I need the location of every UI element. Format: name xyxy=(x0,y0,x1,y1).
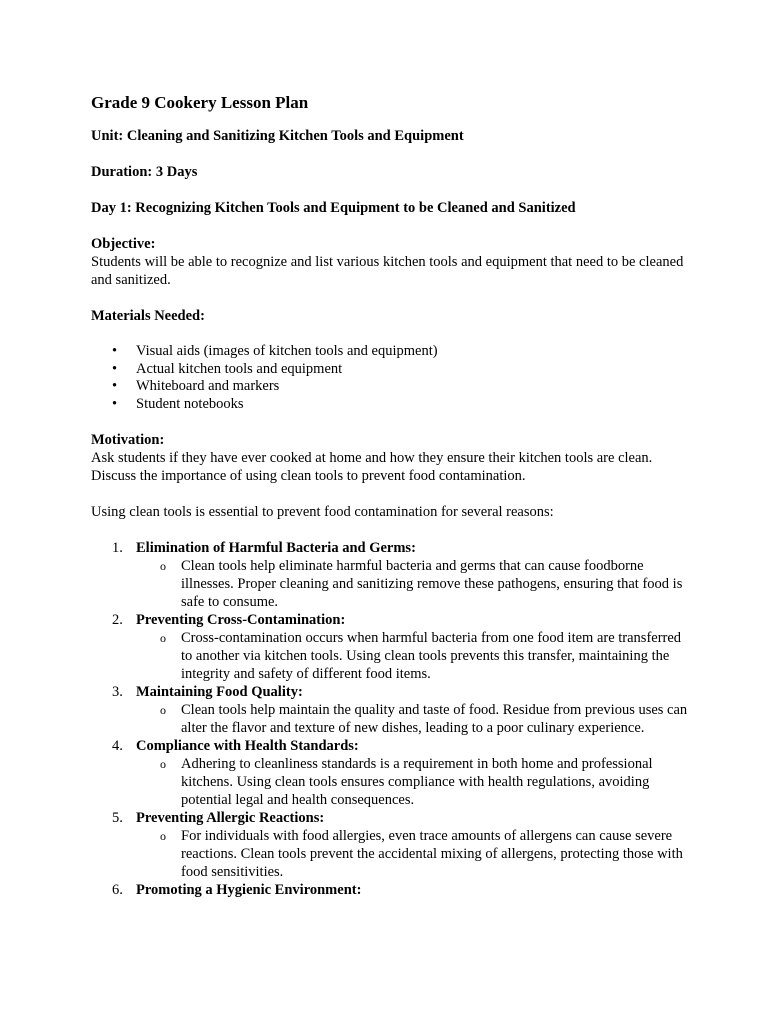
reason-item xyxy=(91,611,691,683)
list-number: 6. xyxy=(112,882,123,898)
reason-detail: o Cross-contamination occurs when harmful bacteria from one food item are transferred to another via kitchen tools. Using clean tools prevents this transfer, maintaining the integrity and safety of different food items. xyxy=(160,630,682,682)
day1-heading: Day 1: Recognizing Kitchen Tools and Equipment to be Cleaned and Sanitized xyxy=(91,200,576,216)
list-number: 5. xyxy=(112,810,123,826)
sub-bullet-icon: o xyxy=(160,631,166,645)
objective-label: Objective: xyxy=(91,236,156,252)
sub-bullet-icon: o xyxy=(160,757,166,771)
list-item: • Visual aids (images of kitchen tools and equipment) xyxy=(112,343,438,359)
reason-title: Maintaining Food Quality: xyxy=(136,684,303,700)
bullet-icon: • xyxy=(112,343,118,359)
motivation-label: Motivation: xyxy=(91,432,165,448)
reason-detail: o Clean tools help eliminate harmful bacteria and germs that can cause foodborne illnesses. Proper cleaning and sanitizing remove these pathogens, ensuring that food is safe to consume. xyxy=(160,558,683,610)
reason-item xyxy=(91,737,691,809)
list-item: • Actual kitchen tools and equipment xyxy=(112,360,343,377)
reason-title: Preventing Allergic Reactions: xyxy=(136,810,325,826)
list-number: 4. xyxy=(112,738,123,754)
reason-title: Promoting a Hygienic Environment: xyxy=(136,882,362,898)
sub-bullet-icon: o xyxy=(160,703,166,717)
list-number: 2. xyxy=(112,612,123,628)
bullet-icon: • xyxy=(112,395,118,412)
reason-item xyxy=(91,809,691,881)
unit-heading: Unit: Cleaning and Sanitizing Kitchen Tools and Equipment xyxy=(91,128,464,144)
materials-list xyxy=(91,343,691,413)
sub-bullet-icon: o xyxy=(160,829,166,843)
document-body xyxy=(91,91,691,899)
list-number: 1. xyxy=(112,540,123,556)
list-number: 3. xyxy=(112,684,123,700)
reason-title: Elimination of Harmful Bacteria and Germs: xyxy=(136,540,416,556)
reasons-intro: Using clean tools is essential to prevent food contamination for several reasons: xyxy=(91,504,554,520)
reasons-list xyxy=(91,539,691,899)
document-title: Grade 9 Cookery Lesson Plan xyxy=(91,93,309,112)
sub-bullet-icon: o xyxy=(160,559,166,573)
materials-label: Materials Needed: xyxy=(91,308,205,324)
reason-detail: o For individuals with food allergies, even trace amounts of allergens can cause severe reactions. Clean tools prevent the accidental mixing of allergens, protecting those with food sensitivities. xyxy=(160,828,683,880)
reason-item xyxy=(91,881,691,899)
reason-detail: o Adhering to cleanliness standards is a requirement in both home and professional kitchens. Using clean tools ensures compliance with health regulations, avoiding potential legal and health consequences. xyxy=(160,756,653,808)
bullet-icon: • xyxy=(112,360,118,377)
bullet-icon: • xyxy=(112,378,118,394)
reason-item xyxy=(91,539,691,611)
reason-detail: o Clean tools help maintain the quality and taste of food. Residue from previous uses can alter the flavor and texture of new dishes, leading to a poor culinary experience. xyxy=(160,702,688,736)
duration-heading: Duration: 3 Days xyxy=(91,164,198,180)
reason-title: Preventing Cross-Contamination: xyxy=(136,612,346,628)
list-item: • Whiteboard and markers xyxy=(112,378,280,394)
reason-item xyxy=(91,683,691,737)
reason-title: Compliance with Health Standards: xyxy=(136,738,359,754)
objective-text: Students will be able to recognize and list various kitchen tools and equipment that need to be cleaned and sanitized. xyxy=(91,254,684,288)
list-item: • Student notebooks xyxy=(112,395,244,412)
motivation-text: Ask students if they have ever cooked at home and how they ensure their kitchen tools are clean. Discuss the importance of using clean tools to prevent food contamination. xyxy=(91,450,653,484)
